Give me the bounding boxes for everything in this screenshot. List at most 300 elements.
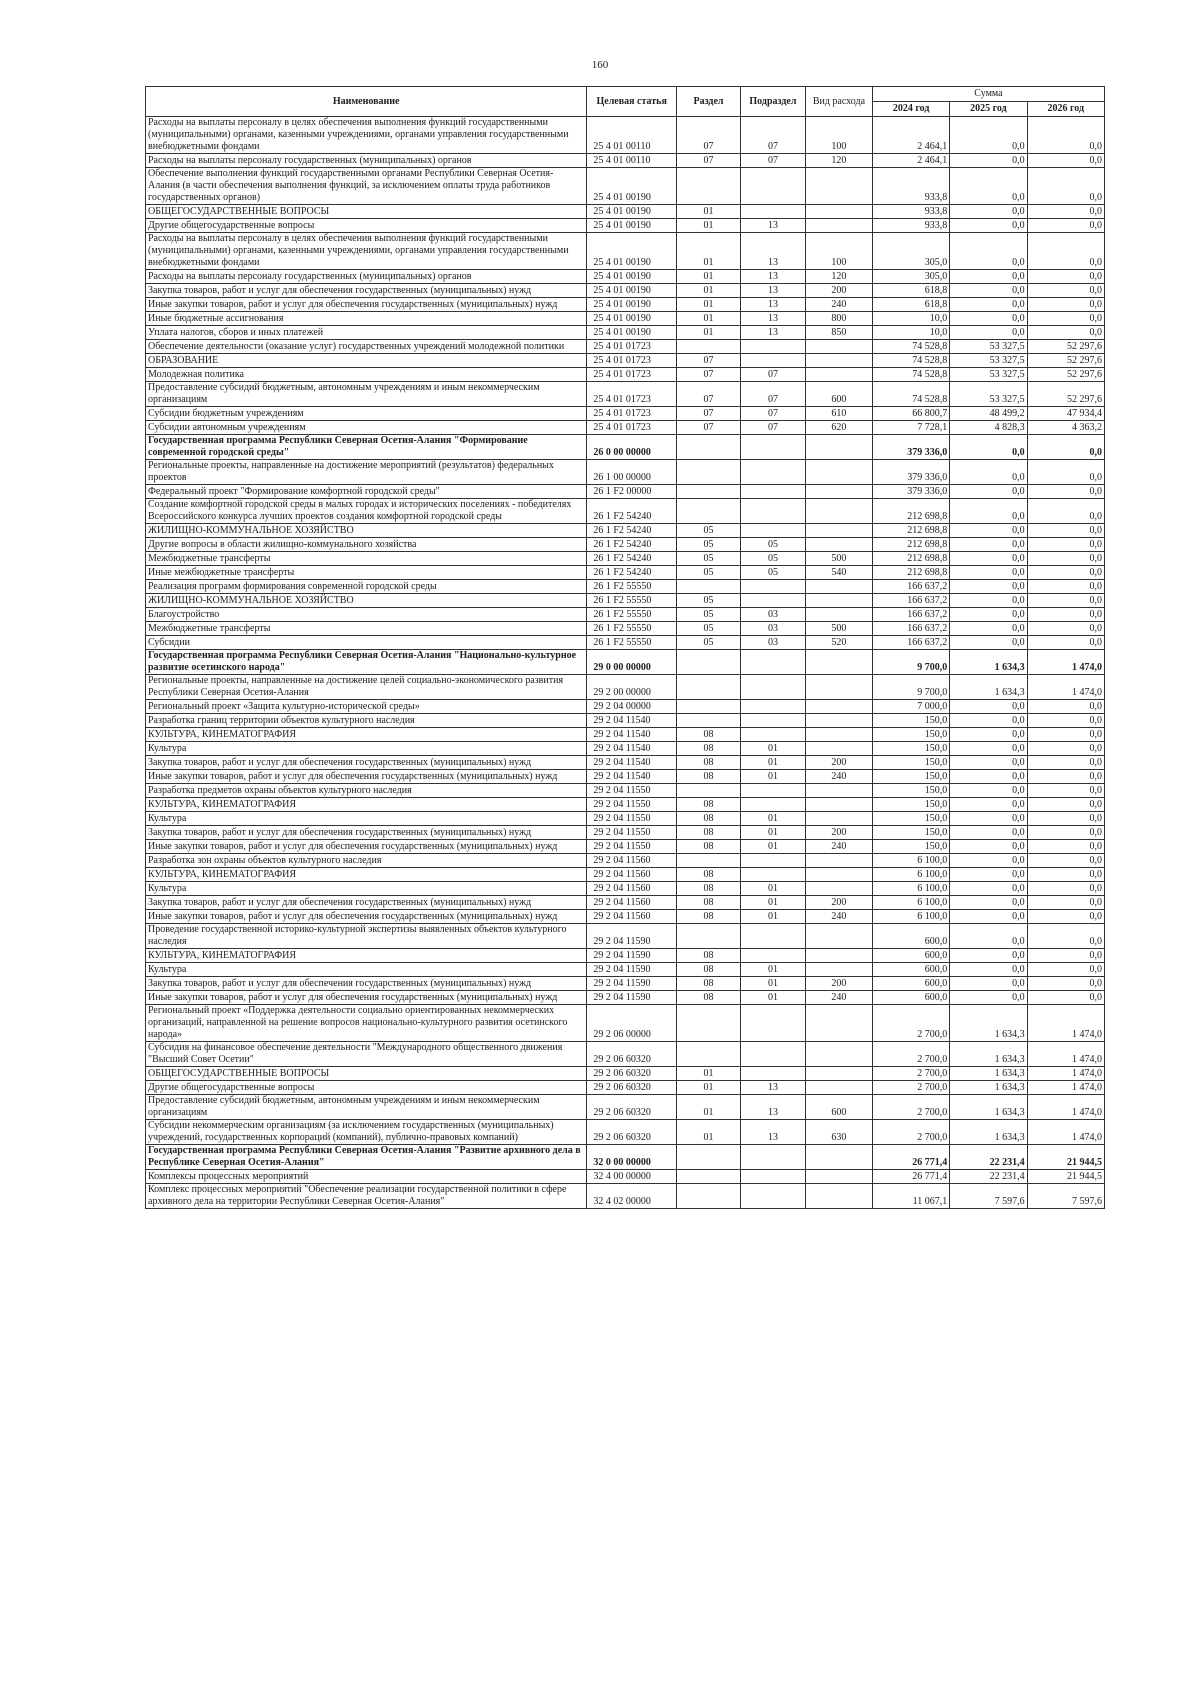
row-value-2025: 0,0 (950, 812, 1027, 826)
row-code: 29 2 04 11540 (587, 742, 677, 756)
header-2024: 2024 год (872, 102, 949, 117)
row-section: 08 (677, 798, 741, 812)
row-expense-type (805, 485, 872, 499)
table-row (146, 1042, 1105, 1067)
row-expense-type: 200 (805, 896, 872, 910)
row-section (677, 499, 741, 524)
row-value-2025: 0,0 (950, 798, 1027, 812)
row-section: 05 (677, 594, 741, 608)
row-section: 01 (677, 270, 741, 284)
row-subsection (740, 524, 805, 538)
row-value-2025: 0,0 (950, 485, 1027, 499)
row-code: 26 1 F2 55550 (587, 580, 677, 594)
row-expense-type (805, 784, 872, 798)
row-value-2025: 0,0 (950, 298, 1027, 312)
row-value-2024: 150,0 (872, 728, 949, 742)
row-code: 29 2 04 11590 (587, 924, 677, 949)
row-expense-type (805, 1184, 872, 1209)
row-subsection: 13 (740, 298, 805, 312)
row-expense-type: 610 (805, 407, 872, 421)
row-name: ОБЩЕГОСУДАРСТВЕННЫЕ ВОПРОСЫ (146, 1067, 587, 1081)
row-code: 32 0 00 00000 (587, 1145, 677, 1170)
row-expense-type (805, 868, 872, 882)
row-code: 25 4 01 00190 (587, 284, 677, 298)
row-expense-type: 200 (805, 977, 872, 991)
row-expense-type (805, 650, 872, 675)
row-section: 05 (677, 524, 741, 538)
table-row (146, 622, 1105, 636)
row-value-2026: 0,0 (1027, 566, 1104, 580)
row-code: 29 2 04 11540 (587, 714, 677, 728)
row-expense-type: 540 (805, 566, 872, 580)
row-code: 25 4 01 00190 (587, 205, 677, 219)
row-subsection (740, 580, 805, 594)
row-code: 29 2 06 60320 (587, 1042, 677, 1067)
row-name: Разработка зон охраны объектов культурного наследия (146, 854, 587, 868)
row-value-2024: 618,8 (872, 284, 949, 298)
row-expense-type (805, 538, 872, 552)
row-value-2025: 0,0 (950, 910, 1027, 924)
row-value-2025: 0,0 (950, 991, 1027, 1005)
row-subsection: 01 (740, 826, 805, 840)
table-row (146, 714, 1105, 728)
row-code: 25 4 01 01723 (587, 368, 677, 382)
table-row (146, 382, 1105, 407)
row-value-2025: 0,0 (950, 608, 1027, 622)
row-code: 32 4 02 00000 (587, 1184, 677, 1209)
row-section: 01 (677, 1095, 741, 1120)
row-name: ЖИЛИЩНО-КОММУНАЛЬНОЕ ХОЗЯЙСТВО (146, 524, 587, 538)
row-value-2024: 212 698,8 (872, 524, 949, 538)
header-2026: 2026 год (1027, 102, 1104, 117)
row-section: 07 (677, 382, 741, 407)
row-name: КУЛЬТУРА, КИНЕМАТОГРАФИЯ (146, 949, 587, 963)
row-expense-type (805, 435, 872, 460)
row-name: Межбюджетные трансферты (146, 622, 587, 636)
row-expense-type (805, 949, 872, 963)
table-row (146, 1120, 1105, 1145)
row-expense-type: 850 (805, 326, 872, 340)
row-expense-type (805, 675, 872, 700)
row-value-2024: 600,0 (872, 924, 949, 949)
row-value-2026: 7 597,6 (1027, 1184, 1104, 1209)
row-value-2026: 0,0 (1027, 728, 1104, 742)
row-subsection (740, 1042, 805, 1067)
row-subsection: 01 (740, 963, 805, 977)
row-name: Создание комфортной городской среды в малых городах и исторических поселениях - победителях Всероссийского конкурса лучших проектов создания комфортной городской среды (146, 499, 587, 524)
row-value-2026: 0,0 (1027, 538, 1104, 552)
row-section: 08 (677, 896, 741, 910)
row-value-2026: 0,0 (1027, 622, 1104, 636)
row-value-2025: 0,0 (950, 270, 1027, 284)
row-name: Иные закупки товаров, работ и услуг для обеспечения государственных (муниципальных) нужд (146, 910, 587, 924)
row-code: 29 2 00 00000 (587, 675, 677, 700)
row-expense-type (805, 1145, 872, 1170)
row-name: Проведение государственной историко-культурной экспертизы выявленных объектов культурного наследия (146, 924, 587, 949)
row-expense-type (805, 700, 872, 714)
row-value-2025: 0,0 (950, 700, 1027, 714)
row-section (677, 1042, 741, 1067)
row-value-2024: 11 067,1 (872, 1184, 949, 1209)
row-value-2025: 7 597,6 (950, 1184, 1027, 1209)
row-value-2026: 0,0 (1027, 326, 1104, 340)
row-section: 08 (677, 840, 741, 854)
row-value-2025: 1 634,3 (950, 675, 1027, 700)
table-row (146, 354, 1105, 368)
row-subsection: 01 (740, 770, 805, 784)
row-section: 05 (677, 538, 741, 552)
row-value-2026: 52 297,6 (1027, 382, 1104, 407)
row-section (677, 700, 741, 714)
row-value-2024: 150,0 (872, 742, 949, 756)
row-expense-type (805, 812, 872, 826)
row-code: 26 1 F2 54240 (587, 566, 677, 580)
row-value-2024: 2 700,0 (872, 1067, 949, 1081)
table-row (146, 910, 1105, 924)
row-section (677, 435, 741, 460)
row-value-2026: 0,0 (1027, 949, 1104, 963)
row-code: 26 0 00 00000 (587, 435, 677, 460)
row-code: 26 1 F2 54240 (587, 552, 677, 566)
row-section: 07 (677, 421, 741, 435)
row-value-2026: 0,0 (1027, 714, 1104, 728)
row-name: Культура (146, 812, 587, 826)
row-code: 29 2 04 11560 (587, 854, 677, 868)
row-section: 01 (677, 284, 741, 298)
row-value-2026: 1 474,0 (1027, 1005, 1104, 1042)
row-code: 29 2 04 11590 (587, 949, 677, 963)
row-subsection: 05 (740, 566, 805, 580)
row-value-2026: 0,0 (1027, 924, 1104, 949)
table-row (146, 784, 1105, 798)
row-code: 25 4 01 00190 (587, 219, 677, 233)
row-expense-type: 240 (805, 298, 872, 312)
row-subsection (740, 340, 805, 354)
row-subsection: 13 (740, 1081, 805, 1095)
row-value-2025: 48 499,2 (950, 407, 1027, 421)
row-value-2024: 150,0 (872, 714, 949, 728)
table-row (146, 205, 1105, 219)
row-subsection: 03 (740, 636, 805, 650)
row-code: 25 4 01 00190 (587, 326, 677, 340)
row-value-2025: 0,0 (950, 312, 1027, 326)
row-name: Субсидия на финансовое обеспечение деятельности "Международного общественного движения "Высший Совет Осетии" (146, 1042, 587, 1067)
row-code: 25 4 01 00110 (587, 117, 677, 154)
row-name: Культура (146, 963, 587, 977)
row-expense-type: 100 (805, 117, 872, 154)
table-row (146, 219, 1105, 233)
row-value-2024: 74 528,8 (872, 382, 949, 407)
table-row (146, 407, 1105, 421)
row-expense-type (805, 1081, 872, 1095)
table-row (146, 949, 1105, 963)
row-value-2024: 26 771,4 (872, 1170, 949, 1184)
row-value-2026: 0,0 (1027, 117, 1104, 154)
row-expense-type (805, 1067, 872, 1081)
row-value-2024: 7 000,0 (872, 700, 949, 714)
row-subsection (740, 949, 805, 963)
row-code: 25 4 01 01723 (587, 354, 677, 368)
table-row (146, 312, 1105, 326)
row-value-2025: 0,0 (950, 714, 1027, 728)
table-row (146, 233, 1105, 270)
table-row (146, 1145, 1105, 1170)
row-value-2025: 0,0 (950, 205, 1027, 219)
row-subsection: 05 (740, 538, 805, 552)
row-value-2026: 0,0 (1027, 168, 1104, 205)
row-expense-type (805, 524, 872, 538)
row-value-2025: 1 634,3 (950, 650, 1027, 675)
row-expense-type (805, 714, 872, 728)
table-row (146, 770, 1105, 784)
row-value-2026: 52 297,6 (1027, 368, 1104, 382)
row-code: 29 2 04 11560 (587, 868, 677, 882)
row-value-2024: 379 336,0 (872, 460, 949, 485)
row-section: 01 (677, 312, 741, 326)
row-value-2026: 1 474,0 (1027, 650, 1104, 675)
row-section (677, 924, 741, 949)
table-row (146, 270, 1105, 284)
row-expense-type (805, 205, 872, 219)
table-row (146, 524, 1105, 538)
row-section: 08 (677, 910, 741, 924)
table-row (146, 882, 1105, 896)
row-expense-type (805, 1170, 872, 1184)
row-section: 08 (677, 826, 741, 840)
row-subsection (740, 594, 805, 608)
row-subsection: 01 (740, 756, 805, 770)
row-value-2024: 74 528,8 (872, 340, 949, 354)
row-section: 07 (677, 407, 741, 421)
row-name: Государственная программа Республики Северная Осетия-Алания "Национально-культурное развитие осетинского народа" (146, 650, 587, 675)
row-subsection (740, 205, 805, 219)
row-code: 29 2 04 11550 (587, 826, 677, 840)
row-code: 29 2 04 11540 (587, 770, 677, 784)
row-value-2026: 0,0 (1027, 868, 1104, 882)
row-subsection (740, 728, 805, 742)
row-value-2026: 0,0 (1027, 524, 1104, 538)
row-subsection: 01 (740, 910, 805, 924)
row-subsection: 07 (740, 407, 805, 421)
row-section (677, 485, 741, 499)
row-value-2026: 0,0 (1027, 910, 1104, 924)
row-value-2024: 305,0 (872, 233, 949, 270)
row-value-2026: 0,0 (1027, 784, 1104, 798)
row-name: КУЛЬТУРА, КИНЕМАТОГРАФИЯ (146, 798, 587, 812)
row-subsection (740, 1067, 805, 1081)
table-row (146, 566, 1105, 580)
row-expense-type: 240 (805, 991, 872, 1005)
header-expense-type: Вид расхода (805, 87, 872, 117)
row-value-2025: 0,0 (950, 949, 1027, 963)
row-name: Разработка границ территории объектов культурного наследия (146, 714, 587, 728)
row-section: 07 (677, 368, 741, 382)
row-name: Обеспечение выполнения функций государственными органами Республики Северная Осетия-Алания (в части обеспечения выполнения функций, за исключением оплаты труда работников государственных органов) (146, 168, 587, 205)
row-expense-type (805, 742, 872, 756)
row-value-2024: 2 464,1 (872, 154, 949, 168)
row-expense-type: 520 (805, 636, 872, 650)
row-expense-type: 500 (805, 552, 872, 566)
row-expense-type (805, 580, 872, 594)
row-value-2024: 6 100,0 (872, 868, 949, 882)
row-value-2025: 1 634,3 (950, 1005, 1027, 1042)
table-row (146, 154, 1105, 168)
row-name: Иные закупки товаров, работ и услуг для обеспечения государственных (муниципальных) нужд (146, 840, 587, 854)
row-subsection: 07 (740, 154, 805, 168)
row-section: 08 (677, 977, 741, 991)
row-value-2025: 0,0 (950, 784, 1027, 798)
row-section: 08 (677, 949, 741, 963)
row-section: 01 (677, 205, 741, 219)
row-subsection: 07 (740, 368, 805, 382)
row-section: 05 (677, 608, 741, 622)
table-row (146, 421, 1105, 435)
row-expense-type (805, 728, 872, 742)
row-value-2024: 10,0 (872, 326, 949, 340)
row-value-2025: 0,0 (950, 580, 1027, 594)
row-value-2025: 0,0 (950, 854, 1027, 868)
row-value-2024: 150,0 (872, 770, 949, 784)
table-row (146, 700, 1105, 714)
row-expense-type: 240 (805, 910, 872, 924)
row-code: 26 1 F2 00000 (587, 485, 677, 499)
row-name: Реализация программ формирования современной городской среды (146, 580, 587, 594)
row-value-2026: 21 944,5 (1027, 1145, 1104, 1170)
row-section: 01 (677, 326, 741, 340)
table-row (146, 460, 1105, 485)
row-value-2024: 212 698,8 (872, 538, 949, 552)
row-name: Субсидии некоммерческим организациям (за исключением государственных (муниципальных) учреждений, государственных корпораций (компаний), публично-правовых компаний) (146, 1120, 587, 1145)
row-name: Субсидии бюджетным учреждениям (146, 407, 587, 421)
row-code: 29 2 04 00000 (587, 700, 677, 714)
row-name: Иные межбюджетные трансферты (146, 566, 587, 580)
row-value-2025: 0,0 (950, 826, 1027, 840)
row-value-2026: 0,0 (1027, 270, 1104, 284)
row-name: Уплата налогов, сборов и иных платежей (146, 326, 587, 340)
row-expense-type (805, 340, 872, 354)
table-row (146, 636, 1105, 650)
row-section: 01 (677, 1081, 741, 1095)
row-subsection: 01 (740, 977, 805, 991)
row-value-2024: 166 637,2 (872, 594, 949, 608)
row-value-2024: 66 800,7 (872, 407, 949, 421)
table-row (146, 284, 1105, 298)
row-value-2024: 933,8 (872, 168, 949, 205)
row-name: Иные бюджетные ассигнования (146, 312, 587, 326)
row-code: 25 4 01 01723 (587, 407, 677, 421)
row-code: 29 2 04 11550 (587, 798, 677, 812)
row-name: Другие общегосударственные вопросы (146, 1081, 587, 1095)
row-value-2025: 53 327,5 (950, 382, 1027, 407)
row-section: 01 (677, 233, 741, 270)
row-value-2025: 1 634,3 (950, 1120, 1027, 1145)
row-subsection (740, 854, 805, 868)
row-value-2024: 26 771,4 (872, 1145, 949, 1170)
row-subsection: 01 (740, 742, 805, 756)
row-expense-type: 240 (805, 770, 872, 784)
row-expense-type: 500 (805, 622, 872, 636)
row-name: Межбюджетные трансферты (146, 552, 587, 566)
row-section: 07 (677, 354, 741, 368)
row-code: 29 2 04 11540 (587, 756, 677, 770)
row-value-2025: 0,0 (950, 963, 1027, 977)
row-section: 08 (677, 770, 741, 784)
table-row (146, 298, 1105, 312)
row-value-2026: 52 297,6 (1027, 354, 1104, 368)
row-subsection: 07 (740, 382, 805, 407)
table-row (146, 435, 1105, 460)
row-name: КУЛЬТУРА, КИНЕМАТОГРАФИЯ (146, 868, 587, 882)
row-value-2024: 74 528,8 (872, 354, 949, 368)
table-row (146, 963, 1105, 977)
row-value-2024: 9 700,0 (872, 650, 949, 675)
row-subsection: 01 (740, 896, 805, 910)
row-code: 25 4 01 01723 (587, 382, 677, 407)
row-value-2024: 6 100,0 (872, 882, 949, 896)
row-value-2025: 1 634,3 (950, 1095, 1027, 1120)
row-subsection (740, 650, 805, 675)
table-row (146, 168, 1105, 205)
row-name: Разработка предметов охраны объектов культурного наследия (146, 784, 587, 798)
row-code: 26 1 F2 54240 (587, 524, 677, 538)
row-subsection: 13 (740, 1095, 805, 1120)
row-subsection (740, 675, 805, 700)
row-subsection: 01 (740, 840, 805, 854)
row-section (677, 784, 741, 798)
row-code: 29 2 04 11560 (587, 896, 677, 910)
row-code: 29 2 04 11590 (587, 991, 677, 1005)
row-name: Региональные проекты, направленные на достижение целей социально-экономического развития Республики Северная Осетия-Алания (146, 675, 587, 700)
row-section (677, 340, 741, 354)
row-value-2026: 0,0 (1027, 233, 1104, 270)
row-value-2025: 0,0 (950, 219, 1027, 233)
row-value-2024: 6 100,0 (872, 896, 949, 910)
row-name: Расходы на выплаты персоналу в целях обеспечения выполнения функций государственными (муниципальными) органами, казенными учреждениями, органами управления государственными внебюджетными фондами (146, 233, 587, 270)
row-value-2024: 9 700,0 (872, 675, 949, 700)
table-row (146, 977, 1105, 991)
row-value-2024: 2 700,0 (872, 1005, 949, 1042)
row-value-2025: 0,0 (950, 460, 1027, 485)
row-expense-type: 120 (805, 154, 872, 168)
row-value-2024: 150,0 (872, 826, 949, 840)
row-section: 08 (677, 756, 741, 770)
row-value-2026: 0,0 (1027, 608, 1104, 622)
row-value-2025: 0,0 (950, 284, 1027, 298)
row-value-2024: 150,0 (872, 840, 949, 854)
row-value-2026: 0,0 (1027, 284, 1104, 298)
row-value-2024: 150,0 (872, 798, 949, 812)
row-value-2026: 0,0 (1027, 840, 1104, 854)
row-section: 01 (677, 298, 741, 312)
row-value-2026: 0,0 (1027, 770, 1104, 784)
row-value-2024: 6 100,0 (872, 854, 949, 868)
row-value-2026: 0,0 (1027, 991, 1104, 1005)
row-name: Расходы на выплаты персоналу государственных (муниципальных) органов (146, 270, 587, 284)
row-name: Обеспечение деятельности (оказание услуг) государственных учреждений молодежной политики (146, 340, 587, 354)
row-code: 29 2 04 11590 (587, 977, 677, 991)
row-section: 05 (677, 636, 741, 650)
row-value-2025: 0,0 (950, 728, 1027, 742)
row-value-2025: 1 634,3 (950, 1067, 1027, 1081)
row-code: 25 4 01 00190 (587, 298, 677, 312)
row-value-2025: 0,0 (950, 882, 1027, 896)
row-expense-type (805, 924, 872, 949)
row-name: Другие общегосударственные вопросы (146, 219, 587, 233)
row-value-2026: 1 474,0 (1027, 675, 1104, 700)
row-name: Культура (146, 742, 587, 756)
row-name: Другие вопросы в области жилищно-коммунального хозяйства (146, 538, 587, 552)
row-name: ЖИЛИЩНО-КОММУНАЛЬНОЕ ХОЗЯЙСТВО (146, 594, 587, 608)
